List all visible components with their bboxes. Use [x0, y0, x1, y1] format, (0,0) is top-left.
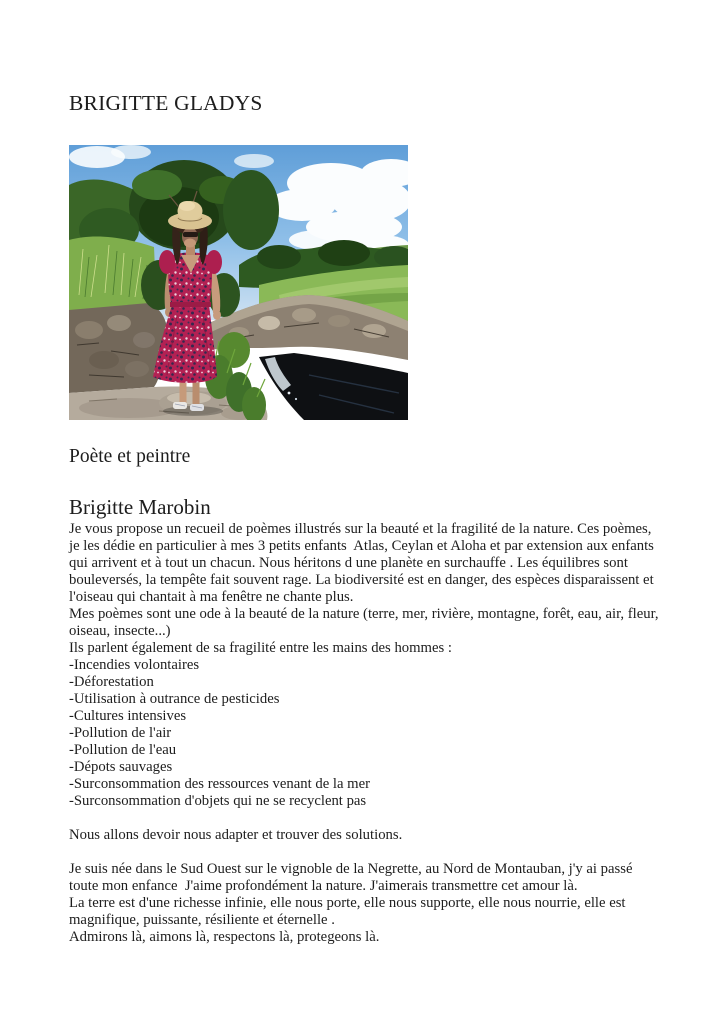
text-line: toute mon enfance J'aime profondément la nature. J'aimerais transmettre cet amour là.: [69, 878, 578, 894]
text-line: La terre est d'une richesse infinie, elle nous porte, elle nous supporte, elle nous nourrie, elle est: [69, 895, 626, 911]
text-line: Je vous propose un recueil de poèmes illustrés sur la beauté et la fragilité de la nature. Ces poèmes,: [69, 521, 652, 537]
text-line: -Surconsommation des ressources venant de la mer: [69, 776, 371, 792]
text-line: -Surconsommation d'objets qui ne se recyclent pas: [69, 793, 367, 809]
body-text: [69, 521, 689, 946]
text-line: Admirons là, aimons là, respectons là, protegeons là.: [69, 929, 380, 945]
text-line: oiseau, insecte...): [69, 623, 171, 639]
left-rocks: [69, 303, 167, 393]
text-line: -Utilisation à outrance de pesticides: [69, 691, 280, 707]
text-line: Je suis née dans le Sud Ouest sur le vignoble de la Negrette, au Nord de Montauban, j'y ai passé: [69, 861, 633, 877]
text-line: bouleversés, la tempête fait souvent rage. La biodiversité est en danger, des espèces disparaissent et: [69, 572, 654, 588]
text-line: -Dépots sauvages: [69, 759, 173, 775]
text-line: [69, 844, 689, 861]
text-line: Mes poèmes sont une ode à la beauté de la nature (terre, mer, rivière, montagne, forêt, eau, air, fleur,: [69, 606, 659, 622]
text-line: qui arrivent et à tout un chacun. Nous héritons d une planète en surchauffe . Les équilibres sont: [69, 555, 628, 571]
text-line: Nous allons devoir nous adapter et trouver des solutions.: [69, 827, 403, 843]
text-line: je les dédie en particulier à mes 3 petits enfants Atlas, Ceylan et Aloha et par extension aux enfants: [69, 538, 654, 554]
text-line: l'oiseau qui chantait à ma fenêtre ne chante plus.: [69, 589, 354, 605]
text-line: magnifique, puissante, résiliente et éternelle .: [69, 912, 335, 928]
author-heading: Brigitte Marobin: [69, 495, 211, 519]
subtitle: Poète et peintre: [69, 446, 191, 467]
page-title: BRIGITTE GLADYS: [69, 91, 263, 115]
text-line: [69, 810, 689, 827]
text-line: -Pollution de l'air: [69, 725, 172, 741]
text-line: -Pollution de l'eau: [69, 742, 177, 758]
photo-illustration: [69, 145, 408, 420]
text-line: -Déforestation: [69, 674, 154, 690]
text-line: Ils parlent également de sa fragilité entre les mains des hommes :: [69, 640, 452, 656]
profile-photo: [69, 145, 408, 420]
text-line: -Incendies volontaires: [69, 657, 200, 673]
text-line: -Cultures intensives: [69, 708, 187, 724]
water-channel: [259, 353, 408, 420]
